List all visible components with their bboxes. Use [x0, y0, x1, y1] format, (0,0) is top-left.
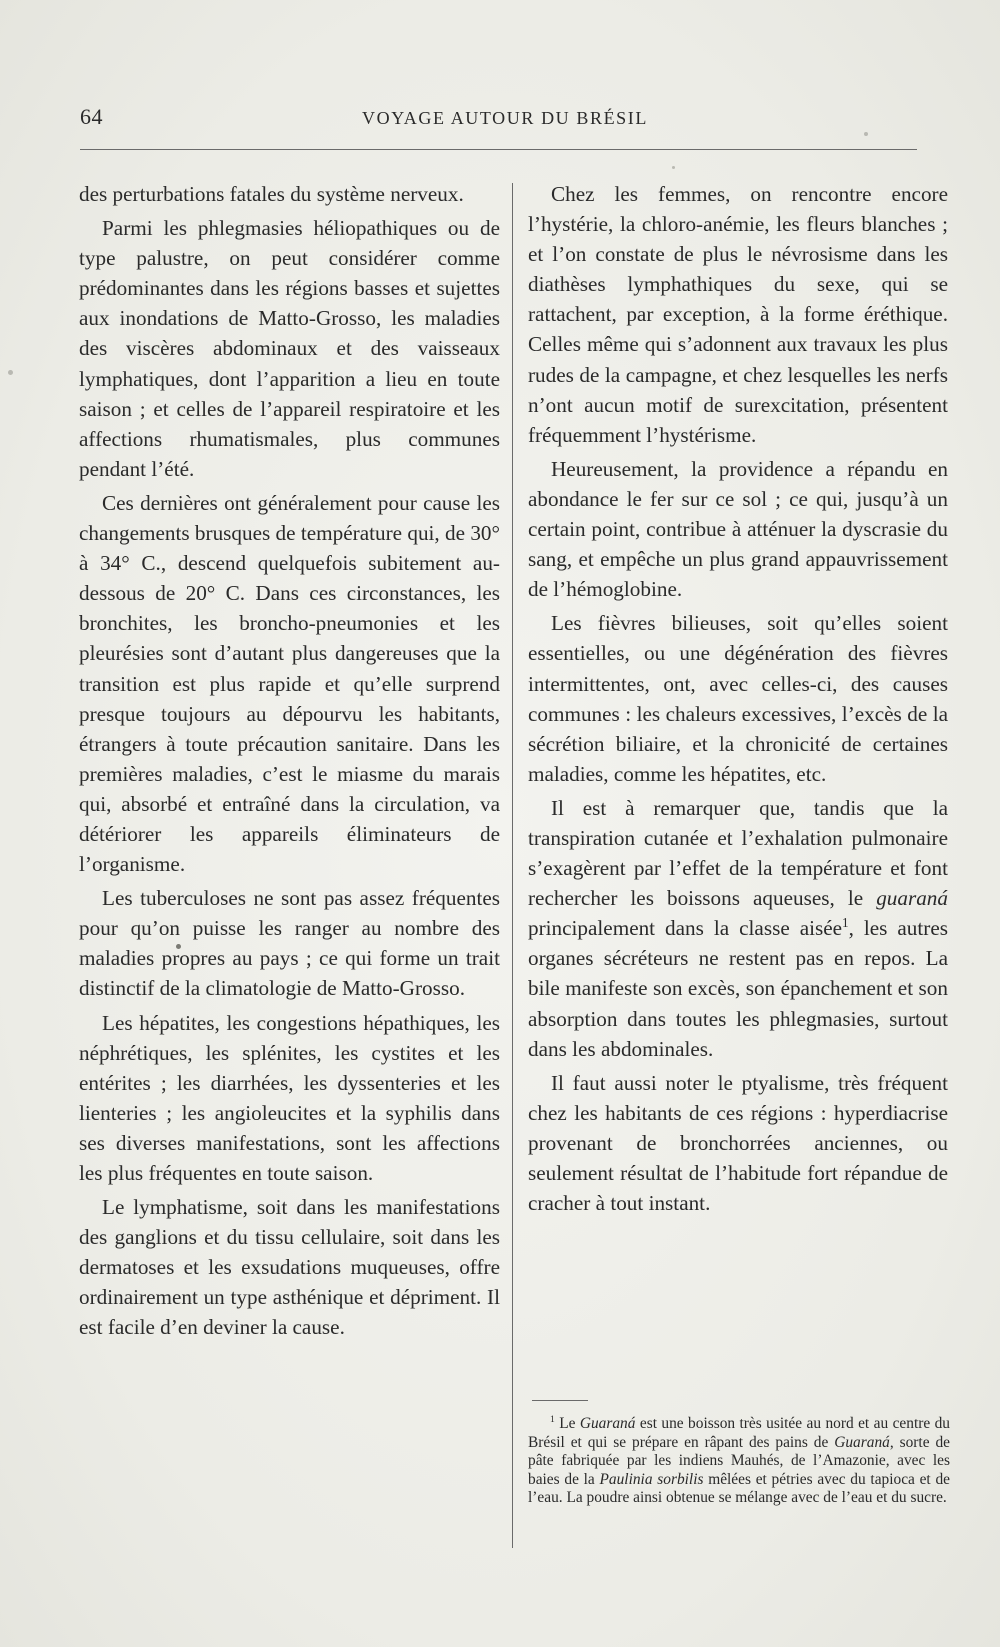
footnote-mark: 1: [550, 1413, 555, 1425]
paper-speck: [8, 370, 13, 375]
text-run: Le: [554, 1415, 580, 1432]
paragraph: Chez les femmes, on rencontre encore l’hystérie, la chloro-anémie, les fleurs blanches ; et l’on constate de plus le névrosisme dans les diathèses lymphathiques du sexe, qui se rattachent, par exception, à la forme éréthique. Celles même qui s’adonnent aux travaux les plus rudes de la campagne, et chez lesquelles les nerfs n’ont aucun motif de surexcitation, présentent fréquemment l’hystérisme.: [528, 182, 948, 447]
footnote-rule: [532, 1400, 588, 1401]
page-header: [80, 104, 930, 144]
text-run: Il est à remarquer que, tandis que la transpiration cutanée et l’exhalation pulmonaire s’exagèrent par l’effet de la température et font rechercher les boissons aqueuses, le: [528, 795, 948, 911]
paper-speck: [672, 166, 675, 169]
column-divider: [512, 183, 513, 1548]
italic-term: guaraná: [876, 886, 948, 911]
text-run: , sorte de pâte fabriquée par les indiens Mauhés, de l’Amazonie, avec les baies de la: [528, 1433, 950, 1488]
text-run: , les autres organes sécréteurs ne restent pas en repos. La bile manifeste son excès, son épanchement et son absorption dans toutes les phlegmasies, surtout dans les abdominales.: [528, 916, 948, 1061]
paragraph: Parmi les phlegmasies héliopathiques ou de type palustre, on peut considérer comme prédominantes dans les régions basses et sujettes aux inondations de Matto-Grosso, les maladies des viscères abdominaux et des vaisseaux lymphatiques, dont l’apparition a lieu en toute saison ; et celles de l’appareil respiratoire et les affections rhumatismales, plus communes pendant l’été.: [79, 216, 500, 481]
footnote-reference[interactable]: 1: [842, 915, 849, 931]
right-column: [528, 179, 948, 1218]
text-run: principalement dans la classe aisée: [528, 916, 843, 941]
text-run: est une boisson très usitée au nord et au centre du Brésil et qui se prépare en râpant des pains de: [528, 1415, 950, 1451]
paragraph: Les fièvres bilieuses, soit qu’elles soient essentielles, ou une dégénération des fièvres intermittentes, ont, avec celles-ci, des causes communes : les chaleurs excessives, l’excès de la sécrétion biliaire, et la chronicité de certaines maladies, comme les hépatites, etc.: [528, 611, 948, 786]
header-rule: [80, 149, 917, 150]
paragraph: Les tuberculoses ne sont pas assez fréquentes pour qu’on puisse les ranger au nombre des maladies propres au pays ; ce qui forme un trait distinctif de la climatologie de Matto-Grosso.: [79, 886, 500, 1001]
paragraph: Il faut aussi noter le ptyalisme, très fréquent chez les habitants de ces régions : hyperdiacrise provenant de bronchorrées anciennes, ou seulement résultat de l’habitude fort répandue de cracher à tout instant.: [528, 1070, 948, 1216]
paragraph: [528, 793, 948, 1064]
footnote: [528, 1415, 950, 1508]
paragraph: des perturbations fatales du système nerveux.: [79, 182, 464, 206]
italic-term: Guaraná: [579, 1415, 636, 1432]
italic-term: Paulinia sorbilis: [599, 1470, 704, 1488]
page-number: 64: [80, 104, 103, 129]
running-title: VOYAGE AUTOUR DU BRÉSIL: [362, 108, 648, 128]
paragraph: Les hépatites, les congestions hépathiques, les néphrétiques, les splénites, les cystites et les entérites ; les diarrhées, les dyssenteries et les lienteries ; les angioleucites et la syphilis dans ses diverses manifestations, sont les affections les plus fréquentes en toute saison.: [79, 1010, 500, 1185]
paragraph: Heureusement, la providence a répandu en abondance le fer sur ce sol ; ce qui, jusqu’à un certain point, contribue à atténuer la dyscrasie du sang, et empêche un plus grand appauvrissement de l’hémoglobine.: [528, 456, 948, 602]
text-run: mêlées et pétries avec du tapioca et de l’eau. La poudre ainsi obtenue se mélange avec de l’eau et du sucre.: [528, 1470, 950, 1507]
paragraph: Ces dernières ont généralement pour cause les changements brusques de température qui, de 30° à 34° C., descend quelquefois subitement au-dessous de 20° C. Dans ces circonstances, les bronchites, les broncho-pneumonies et les pleurésies sont d’autant plus dangereuses que la transition est plus rapide et qu’elle surprend presque toujours au dépourvu les habitants, étrangers à toute précaution sanitaire. Dans les premières maladies, c’est le miasme du marais qui, absorbé et entraîné dans la circulation, va détériorer les appareils éliminateurs de l’organisme.: [79, 490, 500, 877]
paragraph: Le lymphatisme, soit dans les manifestations des ganglions et du tissu cellulaire, soit dans les dermatoses et les exsudations muqueuses, offre ordinairement un type asthénique et dépriment. Il est facile d’en deviner la cause.: [79, 1195, 500, 1340]
italic-term: Guaraná: [834, 1433, 890, 1451]
left-column: [79, 179, 500, 1343]
